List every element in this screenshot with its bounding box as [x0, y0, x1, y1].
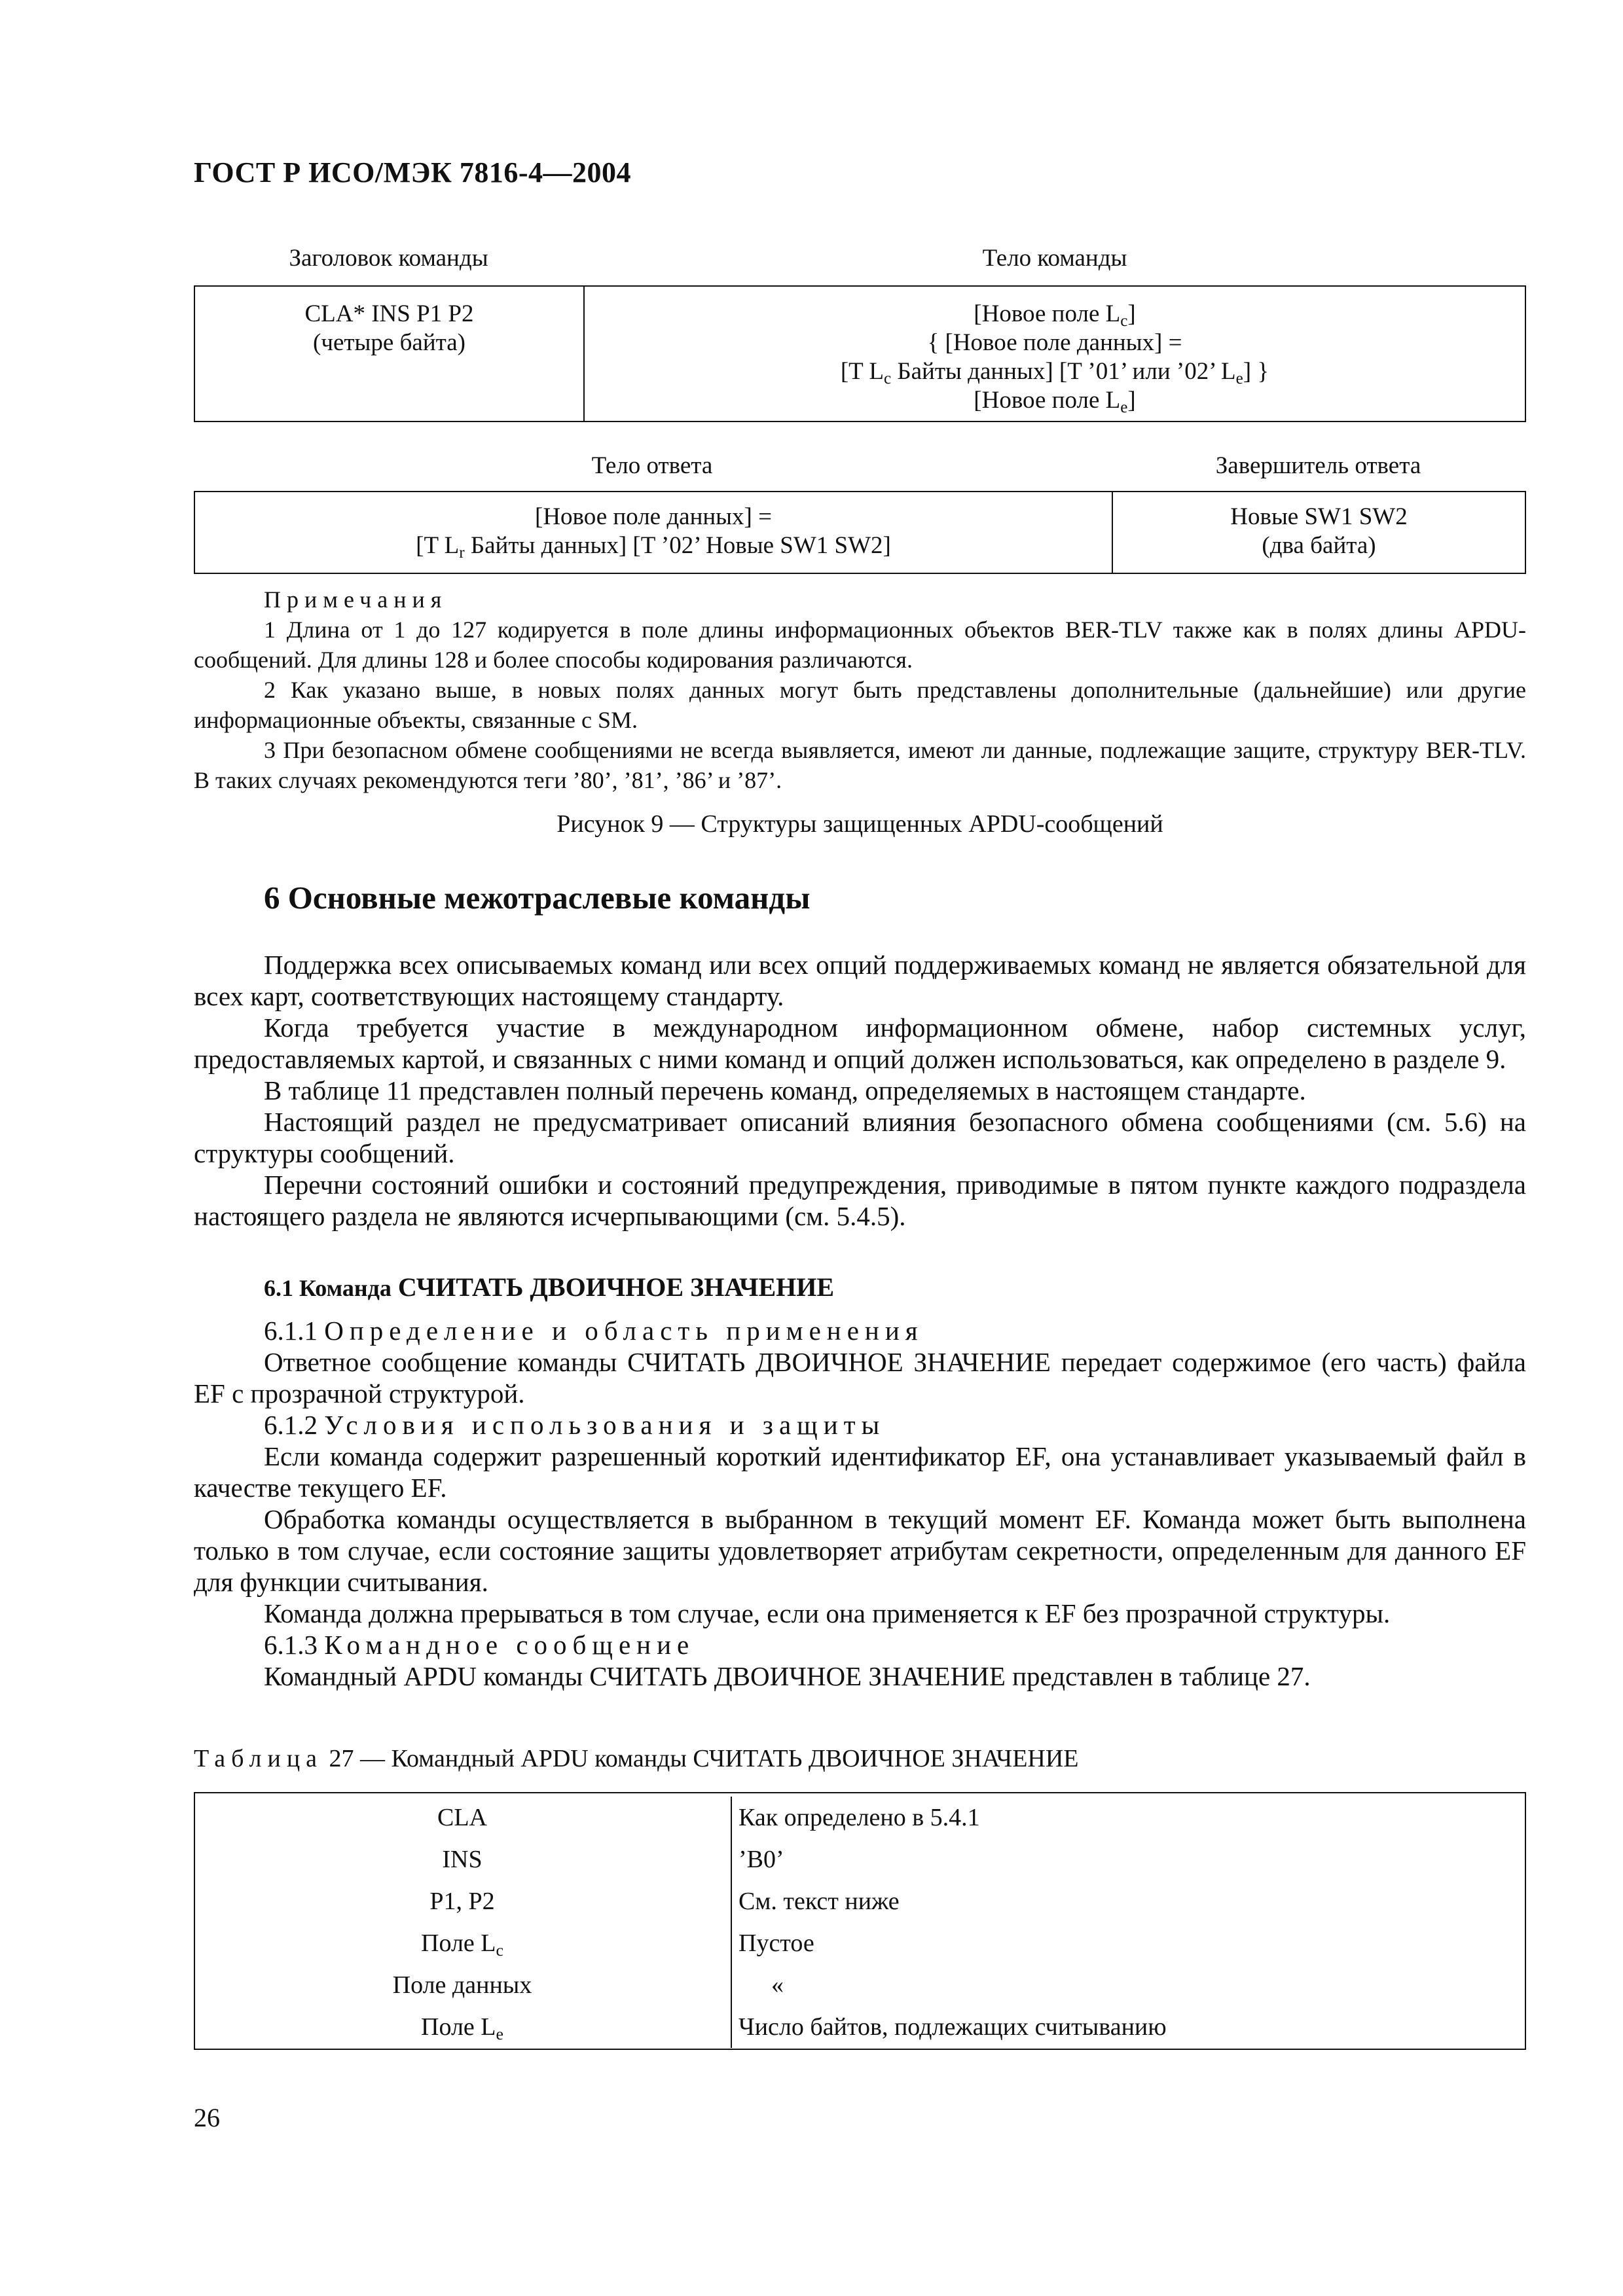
paragraph: В таблице 11 представлен полный перечень команд, определяемых в настоящем стандарте.: [264, 1075, 1306, 1105]
subsection-heading: 6.1.2 Условия использования и защиты: [264, 1410, 886, 1440]
command-header-line: CLA* INS P1 P2: [304, 300, 474, 327]
subsection-heading: 6.1.3 Командное сообщение: [264, 1630, 695, 1660]
value-cell: ’B0’: [739, 1846, 784, 1873]
field-cell: CLA: [194, 1797, 731, 1839]
notes-title: Примечания: [264, 586, 448, 613]
response-structure-box: [194, 491, 1526, 574]
note-item: 1 Длина от 1 до 127 кодируется в поле длины информационных объектов BER-TLV также как в полях длины APDU-сообщений. Для длины 128 и более способы кодирования различаются.: [194, 617, 1526, 673]
value-cell: «: [771, 1971, 784, 1999]
command-header-line: (четыре байта): [313, 329, 465, 356]
value-cell: См. текст ниже: [739, 1888, 900, 1915]
table-row: [194, 1922, 1526, 1964]
page-number: 26: [194, 2103, 220, 2132]
command-structure-box: [194, 285, 1526, 422]
command-body-line: [Новое поле $L_e$]: [974, 387, 1136, 417]
response-trailer-label: Завершитель ответа: [1215, 452, 1421, 479]
response-body-cell: [195, 492, 1112, 573]
command-body-line: { [Новое поле данных] =: [927, 329, 1182, 356]
command-body-label: Тело команды: [982, 245, 1127, 272]
paragraph: Поддержка всех описываемых команд или всех опций поддерживаемых команд не является обязательной для всех карт, соответствующих настоящему стандарту.: [194, 950, 1526, 1011]
response-trailer-line: Новые SW1 SW2: [1230, 503, 1408, 530]
section-6-body: [194, 949, 1526, 1232]
paragraph: Настоящий раздел не предусматривает описаний влияния безопасного обмена сообщениями (см. 5.6) на структуры сообщений.: [194, 1107, 1526, 1168]
note-item: 3 При безопасном обмене сообщениями не всегда выявляется, имеют ли данные, подлежащие защите, структуру BER-TLV. В таких случаях рекомендуются теги ’80’, ’81’, ’86’ и ’87’.: [194, 737, 1526, 793]
command-body-cell: [585, 287, 1525, 421]
paragraph: Обработка команды осуществляется в выбранном в текущий момент EF. Команда может быть выполнена только в том случае, если состояние защиты удовлетворяет атрибутам секретности, определенным для данного EF для функции считывания.: [194, 1504, 1526, 1597]
paragraph: Ответное сообщение команды СЧИТАТЬ ДВОИЧНОЕ ЗНАЧЕНИЕ передает содержимое (его часть) файла EF с прозрачной структурой.: [194, 1347, 1526, 1408]
notes-list: [194, 615, 1526, 795]
response-trailer-line: (два байта): [1262, 532, 1376, 559]
table-row: [194, 2006, 1526, 2048]
field-cell: Поле $L_e$: [194, 2006, 731, 2048]
command-header-cell: [195, 287, 583, 421]
command-body-line: [Новое поле $L_c$]: [974, 300, 1136, 331]
table-27-caption: Таблица 27 — Командный APDU команды СЧИТАТЬ ДВОИЧНОЕ ЗНАЧЕНИЕ: [194, 1745, 1079, 1772]
table-row: [194, 1797, 1526, 1839]
field-cell: INS: [194, 1839, 731, 1880]
field-cell: P1, P2: [194, 1880, 731, 1922]
section-6-1-title: 6.1 Команда СЧИТАТЬ ДВОИЧНОЕ ЗНАЧЕНИЕ: [264, 1272, 835, 1302]
command-body-line: [T $L_c$ Байты данных] [T ’01’ или ’02’ $L_e$] }: [840, 358, 1269, 388]
figure-caption: Рисунок 9 — Структуры защищенных APDU-сообщений: [556, 810, 1163, 838]
paragraph: Если команда содержит разрешенный короткий идентификатор EF, она устанавливает указываемый файл в качестве текущего EF.: [194, 1441, 1526, 1503]
response-body-line: [Новое поле данных] =: [535, 503, 772, 530]
field-cell: Поле $L_c$: [194, 1922, 731, 1964]
document-header: ГОСТ Р ИСО/МЭК 7816-4—2004: [194, 156, 632, 188]
table-row: [194, 1839, 1526, 1880]
field-cell: Поле данных: [194, 1964, 731, 2006]
value-cell: Пустое: [739, 1929, 814, 1957]
paragraph: Когда требуется участие в международном информационном обмене, набор системных услуг, предоставляемых картой, и связанных с ними команд и опций должен использоваться, как определено в разделе 9.: [194, 1013, 1526, 1074]
response-body-line: [T $L_r$ Байты данных] [T ’02’ Новые SW1 SW2]: [416, 532, 891, 562]
paragraph: Командный APDU команды СЧИТАТЬ ДВОИЧНОЕ ЗНАЧЕНИЕ представлен в таблице 27.: [264, 1661, 1311, 1691]
section-6-title: 6 Основные межотраслевые команды: [264, 880, 811, 916]
table-row: [194, 1964, 1526, 2006]
value-cell: Как определено в 5.4.1: [739, 1804, 980, 1831]
paragraph: Команда должна прерываться в том случае, если она применяется к EF без прозрачной структуры.: [264, 1598, 1391, 1628]
response-body-label: Тело ответа: [591, 452, 713, 479]
note-item: 2 Как указано выше, в новых полях данных могут быть представлены дополнительные (дальнейшие) или другие информационные объекты, связанные с SM.: [194, 677, 1526, 733]
table-27: [194, 1797, 1526, 2048]
section-6-1-body: [194, 1315, 1526, 1692]
response-trailer-cell: [1113, 492, 1525, 573]
command-header-label: Заголовок команды: [289, 245, 488, 272]
paragraph: Перечни состояний ошибки и состояний предупреждения, приводимые в пятом пункте каждого подраздела настоящего раздела не являются исчерпывающими (см. 5.4.5).: [194, 1170, 1526, 1231]
table-row: [194, 1880, 1526, 1922]
subsection-heading: 6.1.1 Определение и область применения: [264, 1316, 924, 1346]
value-cell: Число байтов, подлежащих считыванию: [739, 2013, 1167, 2041]
